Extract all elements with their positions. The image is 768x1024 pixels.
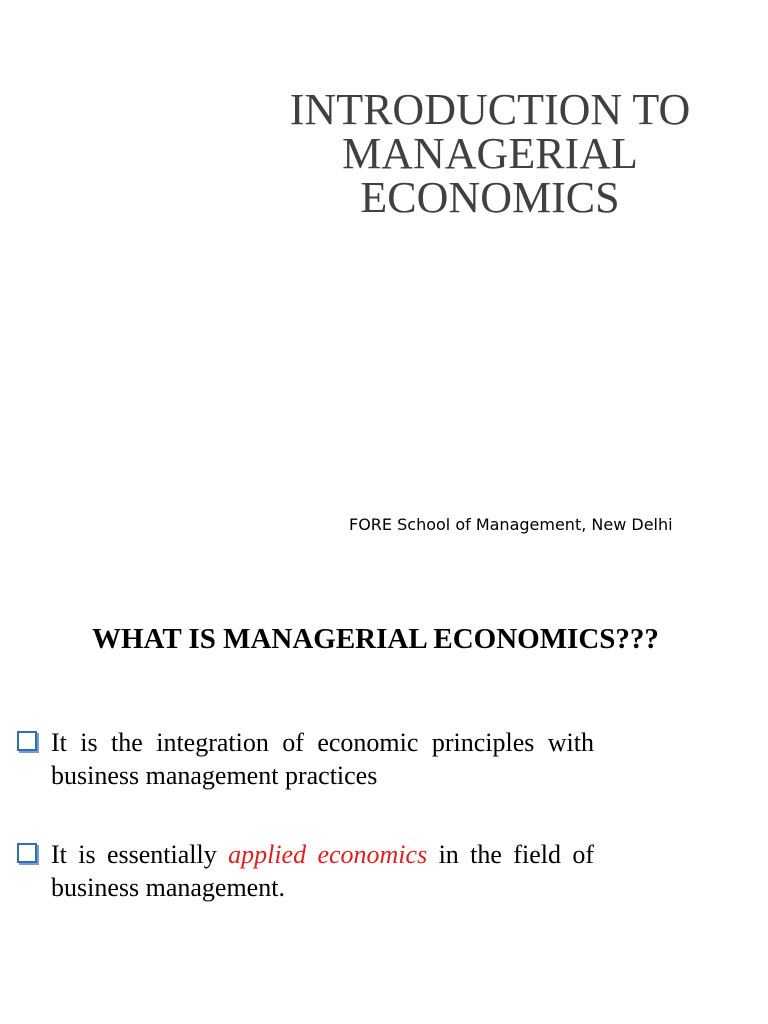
content-slide: [0, 590, 768, 1024]
bullet-item: [14, 726, 594, 792]
bullet-list: [14, 726, 594, 904]
title-line: INTRODUCTION TO: [289, 85, 691, 134]
slide-heading: WHAT IS MANAGERIAL ECONOMICS???: [92, 623, 659, 655]
highlighted-term: applied economics: [228, 840, 428, 869]
title-line: MANAGERIAL: [342, 129, 638, 178]
hollow-square-bullet-icon: [17, 731, 37, 751]
slide-subtitle: FORE School of Management, New Delhi: [349, 515, 673, 534]
hollow-square-bullet-icon: [17, 843, 37, 863]
title-line: ECONOMICS: [360, 173, 620, 222]
bullet-text: It is essentially: [51, 840, 229, 869]
bullet-text: It is the integration of economic principles with business management practices: [51, 728, 594, 790]
bullet-item: [14, 838, 594, 904]
bullet-text: in the field of business management.: [51, 840, 594, 902]
slide-title: [250, 85, 730, 222]
